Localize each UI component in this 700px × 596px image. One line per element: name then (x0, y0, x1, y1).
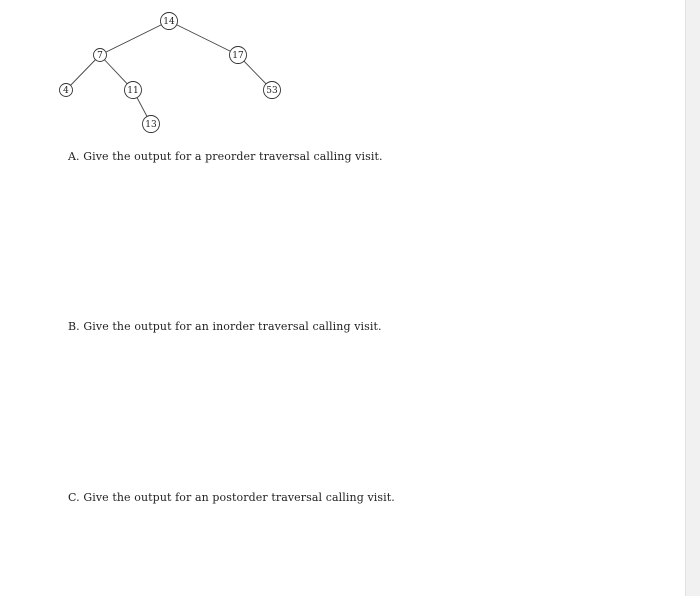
tree-node-53 (264, 82, 281, 99)
tree-node-11 (125, 82, 142, 99)
tree-node-13 (143, 116, 160, 133)
question-a: A. Give the output for a preorder traversal calling visit. (68, 150, 383, 163)
tree-node-4-label: 4 (63, 86, 69, 97)
edge-7-4 (66, 55, 100, 90)
tree-node-11-label: 11 (127, 86, 139, 97)
question-c: C. Give the output for an postorder traversal calling visit. (68, 491, 395, 504)
tree-node-14-label: 14 (163, 17, 175, 28)
tree-node-53-label: 53 (266, 86, 278, 97)
edge-14-17 (169, 21, 238, 55)
question-b: B. Give the output for an inorder traversal calling visit. (68, 320, 382, 333)
page-edge-scrollbar (685, 0, 700, 596)
tree-node-7 (94, 49, 107, 62)
tree-node-17-label: 17 (232, 51, 244, 62)
edge-14-7 (100, 21, 169, 55)
binary-tree-diagram (0, 0, 300, 140)
tree-node-17 (230, 47, 247, 64)
tree-node-14 (161, 13, 178, 30)
tree-node-13-label: 13 (145, 120, 157, 131)
tree-node-4 (60, 84, 73, 97)
tree-node-7-label: 7 (97, 51, 103, 62)
